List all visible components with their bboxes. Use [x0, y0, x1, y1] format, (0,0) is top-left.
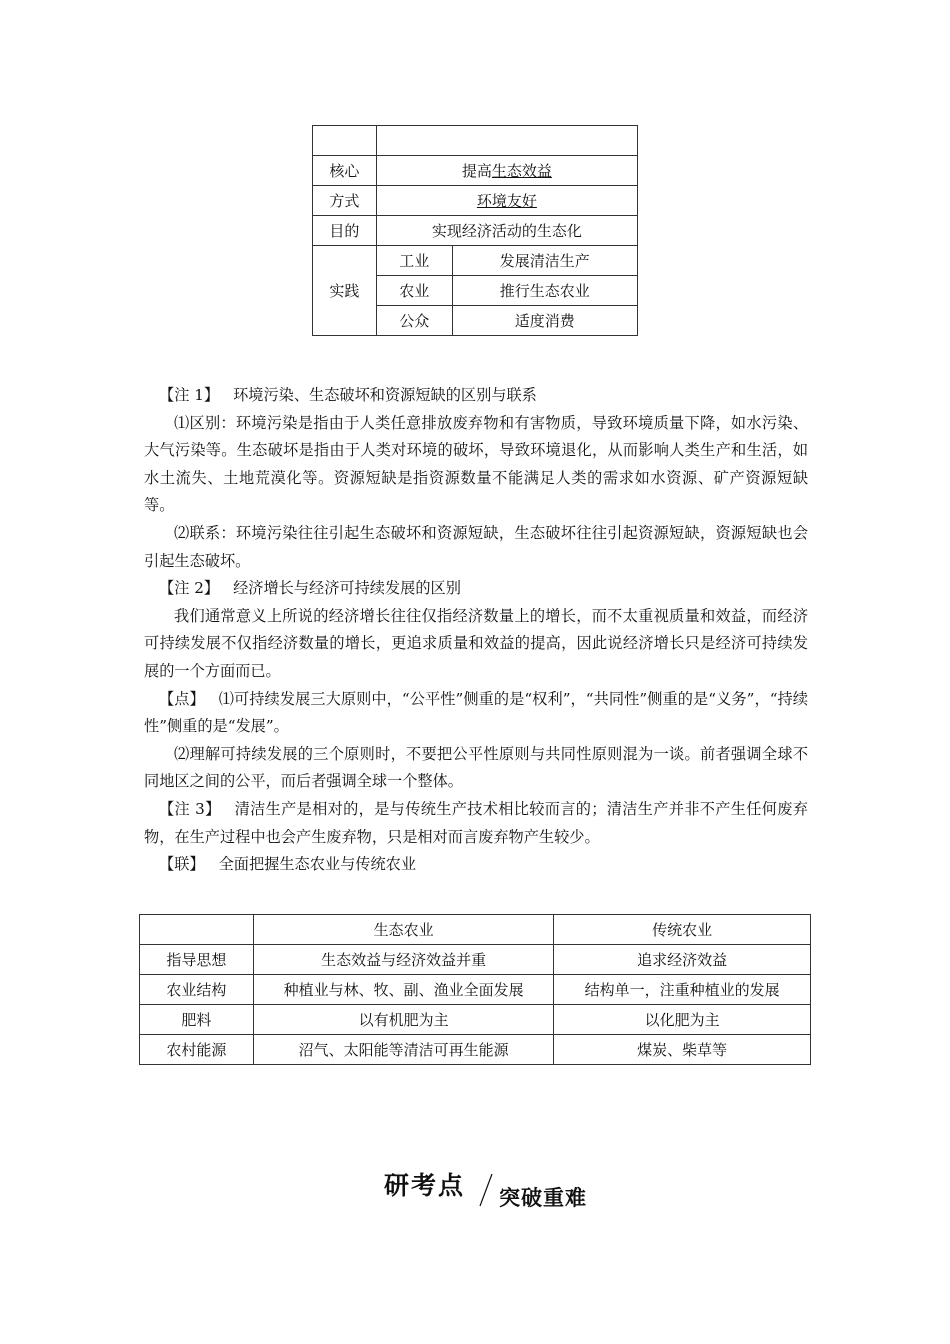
row-label: 农业结构: [140, 975, 254, 1005]
note-heading: [144, 851, 808, 879]
row-label: 目的: [313, 216, 377, 246]
section-title: [384, 1166, 624, 1214]
note-tag: 【注 1】: [159, 386, 220, 404]
note-text: 清洁生产是相对的，是与传统生产技术相比较而言的；清洁生产并非不产生任何废弃物，在生产过程中也会产生废弃物，只是相对而言废弃物产生较少。: [144, 799, 808, 846]
row-value: [376, 186, 637, 216]
row-label: 方式: [313, 186, 377, 216]
underlined-value: 环境友好: [476, 192, 537, 210]
row-value: [376, 156, 637, 186]
sustainable-development-table: [312, 125, 638, 336]
section-title-main: 研考点: [384, 1171, 466, 1200]
note-heading: [144, 575, 808, 603]
table-row: [140, 945, 811, 975]
note-tag: 【联】: [159, 855, 205, 874]
table-row: [140, 975, 811, 1005]
table-cell: [376, 126, 637, 156]
underlined-text: [462, 162, 552, 180]
note-heading: [144, 382, 808, 410]
practice-label: 实践: [313, 246, 377, 336]
note-title: 经济增长与经济可持续发展的区别: [233, 579, 461, 598]
note-paragraph: ⑴区别：环境污染是指由于人类任意排放废弃物和有害物质，导致环境质量下降，如水污染、大气污染等。生态破坏是指由于人类对环境的破坏，导致环境退化，从而影响人类生产和生活，如水土流失、土地荒漠化等。资源短缺是指资源数量不能满足人类的需求如水资源、矿产资源短缺等。: [144, 413, 808, 515]
table-row: [313, 186, 638, 216]
note-paragraph: ⑵联系：环境污染往往引起生态破坏和资源短缺，生态破坏往往引起资源短缺，资源短缺也会引起生态破坏。: [144, 523, 808, 570]
header-cell: [140, 915, 254, 945]
row-label: 核心: [313, 156, 377, 186]
table-cell: 生态效益与经济效益并重: [253, 945, 554, 975]
note-tag: 【点】: [159, 689, 205, 708]
note-heading: [144, 796, 808, 851]
note-text: ⑴可持续发展三大原则中，“公平性”侧重的是“权利”，“共同性”侧重的是“义务”，“持续性”侧重的是“发展”。: [144, 689, 808, 736]
sector-label: 农业: [376, 276, 452, 306]
note-tag: 【注 2】: [159, 579, 220, 598]
table-row: [140, 1005, 811, 1035]
note-title: 环境污染、生态破坏和资源短缺的区别与联系: [233, 386, 537, 404]
underline-part: 生态效益: [491, 162, 552, 180]
header-cell: 生态农业: [253, 915, 554, 945]
note-title: 全面把握生态农业与传统农业: [218, 855, 416, 874]
header-cell: 传统农业: [554, 915, 811, 945]
table-row: [313, 126, 638, 156]
table-cell: 沼气、太阳能等清洁可再生能源: [253, 1035, 554, 1065]
table-row: [140, 1035, 811, 1065]
table-cell: 种植业与林、牧、副、渔业全面发展: [253, 975, 554, 1005]
table-row: [313, 156, 638, 186]
table-cell: 以化肥为主: [554, 1005, 811, 1035]
table-cell: 追求经济效益: [554, 945, 811, 975]
section-title-sub: 突破重难: [499, 1186, 587, 1210]
note-paragraph: ⑵理解可持续发展的三个原则时，不要把公平性原则与共同性原则混为一谈。前者强调全球不同地区之间的公平，而后者强调全球一个整体。: [144, 744, 808, 791]
sector-label: 工业: [376, 246, 452, 276]
sector-value: 发展清洁生产: [452, 246, 637, 276]
slash-divider-icon: [476, 1166, 496, 1210]
table-cell: 煤炭、柴草等: [554, 1035, 811, 1065]
agriculture-comparison-table: [139, 914, 811, 1065]
table-cell: [313, 126, 377, 156]
plain-part: 提高: [461, 162, 492, 180]
note-tag: 【注 3】: [159, 799, 221, 818]
row-label: 农村能源: [140, 1035, 254, 1065]
sector-label: 公众: [376, 306, 452, 336]
table-cell: 以有机肥为主: [253, 1005, 554, 1035]
row-label: 肥料: [140, 1005, 254, 1035]
sector-value: 推行生态农业: [452, 276, 637, 306]
table-header-row: [140, 915, 811, 945]
row-label: 指导思想: [140, 945, 254, 975]
notes-section: [144, 382, 808, 879]
note-heading: [144, 686, 808, 741]
note-paragraph: 我们通常意义上所说的经济增长往往仅指经济数量上的增长，而不太重视质量和效益，而经济可持续发展不仅指经济数量的增长，更追求质量和效益的提高，因此说经济增长只是经济可持续发展的一个方面而已。: [144, 606, 808, 680]
row-value: 实现经济活动的生态化: [376, 216, 637, 246]
table-row: [313, 216, 638, 246]
table-row: [313, 246, 638, 276]
sector-value: 适度消费: [452, 306, 637, 336]
table-cell: 结构单一，注重种植业的发展: [554, 975, 811, 1005]
